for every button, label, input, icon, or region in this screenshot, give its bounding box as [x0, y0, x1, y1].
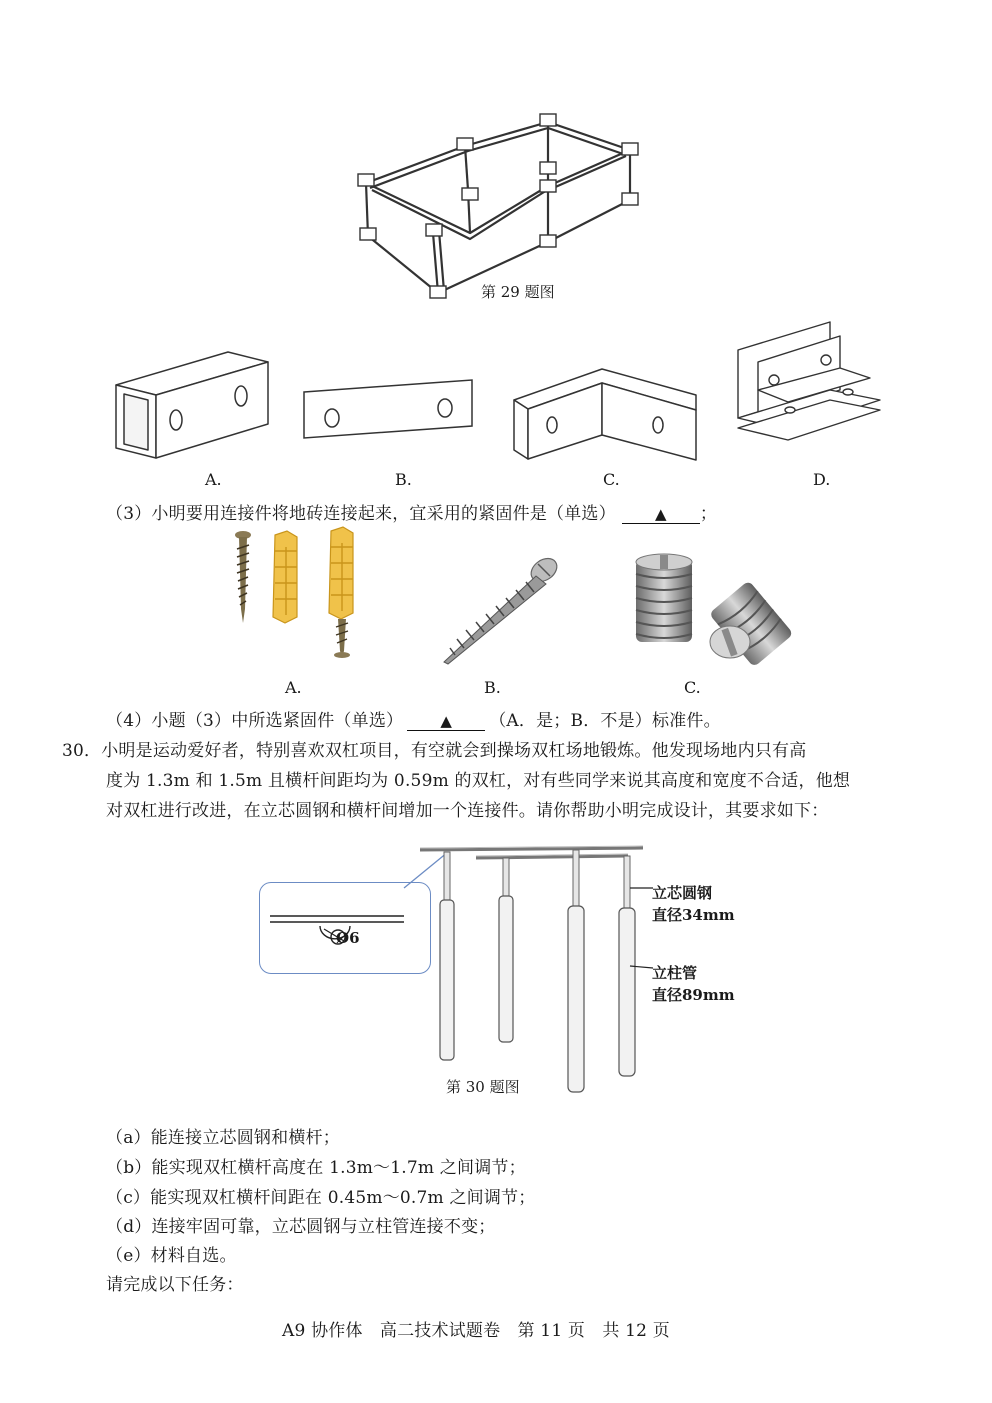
connector-b-drawing	[300, 378, 475, 440]
connector-a-drawing	[108, 350, 273, 460]
q30-line-2: 度为 1.3m 和 1.5m 且横杆间距均为 0.59m 的双杠，对有些同学来说其高度和宽度不合适，他想	[106, 771, 851, 791]
page-footer: A9 协作体 高二技术试题卷 第 11 页 共 12 页	[282, 1321, 670, 1341]
q29-option-b: B.	[395, 470, 412, 489]
requirement-e: （e）材料自选。	[106, 1246, 237, 1266]
q30-line-3: 对双杠进行改进，在立芯圆钢和横杆间增加一个连接件。请你帮助小明完成设计，其要求如下：	[106, 801, 829, 821]
q30-line-1: 30．小明是运动爱好者，特别喜欢双杠项目，有空就会到操场双杠场地锻炼。他发现场地内只有高	[62, 741, 807, 761]
q29-3-text: （3）小明要用连接件将地砖连接起来，宜采用的紧固件是（单选）	[106, 504, 616, 524]
post-tube-name: 立柱管	[652, 964, 698, 982]
fig29-frame-drawing	[340, 108, 650, 303]
q29-option-a: A.	[205, 470, 222, 489]
fig29-caption: 第 29 题图	[481, 283, 555, 301]
post-tube-diameter: 直径89mm	[652, 986, 735, 1004]
connector-d-drawing	[730, 320, 885, 445]
q29-4-question	[106, 706, 721, 731]
q29-option-d: D.	[813, 470, 831, 489]
requirement-a: （a）能连接立芯圆钢和横杆；	[106, 1128, 340, 1148]
detail-diameter-label: Ø6	[336, 929, 360, 947]
fastener-c-drawing	[630, 550, 790, 665]
requirement-d: （d）连接牢固可靠，立芯圆钢与立柱管连接不变；	[106, 1217, 496, 1237]
q29-3-option-c: C.	[684, 678, 701, 697]
q29-3-question	[106, 499, 717, 524]
q29-3-answer-blank[interactable]: ▲	[622, 505, 700, 524]
q29-4-suffix: （A．是；B．不是）标准件。	[489, 711, 721, 731]
task-heading: 请完成以下任务：	[106, 1275, 244, 1295]
core-steel-label	[652, 882, 735, 926]
requirement-c: （c）能实现双杠横杆间距在 0.45m～0.7m 之间调节；	[106, 1188, 536, 1208]
q29-3-end: ；	[699, 504, 718, 524]
q29-3-option-b: B.	[484, 678, 501, 697]
q29-4-answer-blank[interactable]: ▲	[407, 712, 485, 731]
q29-3-option-a: A.	[285, 678, 302, 697]
core-steel-diameter: 直径34mm	[652, 906, 735, 924]
fig30-caption: 第 30 题图	[446, 1078, 520, 1096]
fastener-a-drawing	[225, 527, 370, 662]
post-tube-label	[652, 962, 735, 1006]
q29-option-c: C.	[603, 470, 620, 489]
requirement-b: （b）能实现双杠横杆高度在 1.3m～1.7m 之间调节；	[106, 1158, 526, 1178]
q29-4-prefix: （4）小题（3）中所选紧固件（单选）	[106, 711, 404, 731]
fastener-b-drawing	[440, 552, 565, 670]
connector-c-drawing	[510, 365, 700, 465]
parallel-bars-drawing	[258, 840, 658, 1100]
core-steel-name: 立芯圆钢	[652, 884, 713, 902]
